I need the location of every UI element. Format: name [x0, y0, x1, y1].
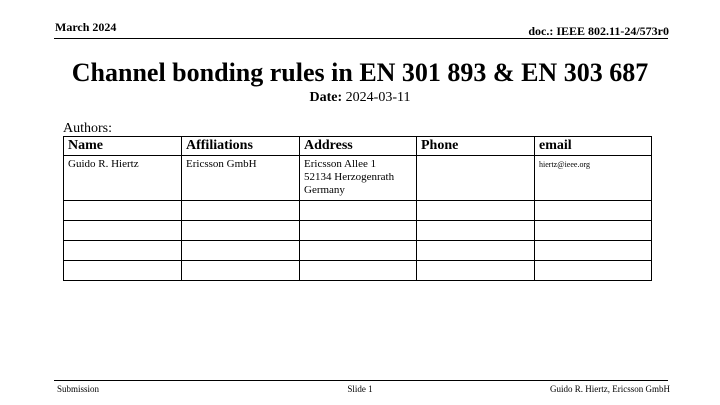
empty-cell: [300, 241, 417, 261]
table-header-row: [64, 137, 652, 156]
empty-cell: [417, 201, 535, 221]
empty-cell: [64, 261, 182, 281]
table-row: [64, 241, 652, 261]
author-name-cell: Guido R. Hiertz: [64, 156, 182, 201]
author-affiliation-cell: Ericsson GmbH: [182, 156, 300, 201]
footer-slide-number: Slide 1: [347, 384, 373, 394]
empty-cell: [300, 261, 417, 281]
empty-cell: [417, 221, 535, 241]
authors-label: Authors:: [63, 121, 112, 136]
empty-cell: [182, 221, 300, 241]
table-row: [64, 221, 652, 241]
empty-cell: [64, 201, 182, 221]
authors-table: [63, 136, 652, 281]
empty-cell: [64, 221, 182, 241]
footer-submission: Submission: [57, 384, 100, 394]
empty-cell: [535, 221, 652, 241]
footer-author: Guido R. Hiertz, Ericsson GmbH: [550, 384, 670, 394]
address-line: Ericsson Allee 1: [304, 158, 377, 170]
empty-cell: [535, 261, 652, 281]
empty-cell: [64, 241, 182, 261]
column-header-phone: Phone: [417, 137, 535, 156]
author-address-cell: [300, 156, 417, 201]
column-header-address: Address: [300, 137, 417, 156]
address-line: 52134 Herzogenrath: [304, 171, 395, 183]
empty-cell: [535, 241, 652, 261]
empty-cell: [182, 261, 300, 281]
header-date: March 2024: [55, 20, 117, 34]
date-line: [0, 90, 720, 106]
column-header-email: email: [535, 137, 652, 156]
date-value: 2024-03-11: [345, 90, 411, 105]
footer-divider: [54, 380, 668, 381]
column-header-affiliations: Affiliations: [182, 137, 300, 156]
empty-cell: [535, 201, 652, 221]
author-phone-cell: [417, 156, 535, 201]
empty-cell: [300, 221, 417, 241]
empty-cell: [300, 201, 417, 221]
empty-cell: [417, 241, 535, 261]
header-doc-id: doc.: IEEE 802.11-24/573r0: [528, 24, 669, 38]
author-email-cell: [535, 156, 652, 201]
date-label: Date:: [309, 90, 343, 105]
table-row: [64, 261, 652, 281]
author-email: hiertz@ieee.org: [539, 160, 590, 169]
slide-title: Channel bonding rules in EN 301 893 & EN 303 687: [71, 58, 649, 87]
header-divider: [54, 38, 668, 39]
empty-cell: [182, 241, 300, 261]
table-row: [64, 156, 652, 201]
column-header-name: Name: [64, 137, 182, 156]
table-row: [64, 201, 652, 221]
empty-cell: [417, 261, 535, 281]
address-line: Germany: [304, 184, 345, 196]
empty-cell: [182, 201, 300, 221]
